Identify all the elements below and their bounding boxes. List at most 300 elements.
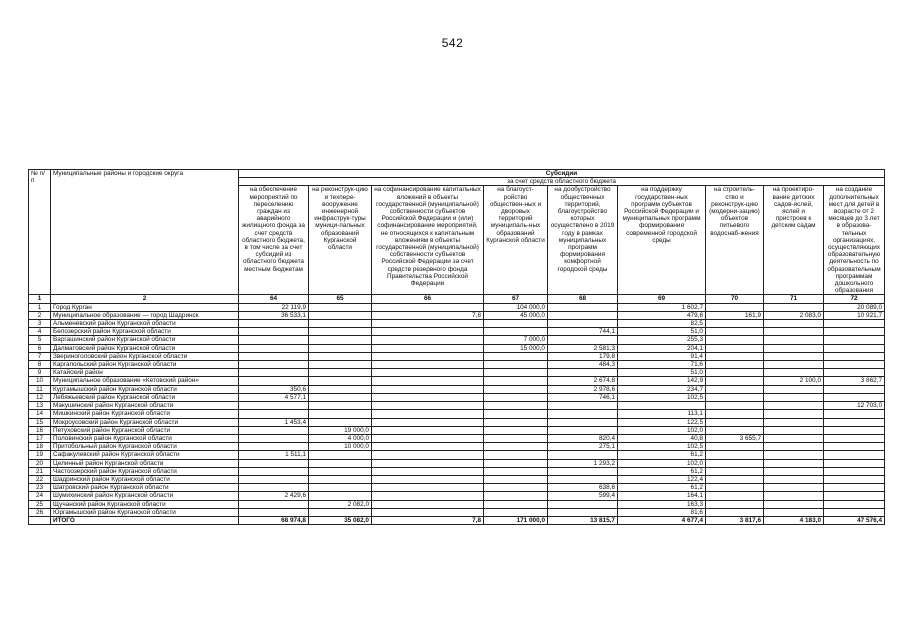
subsidy-value <box>372 426 484 434</box>
table-row <box>29 410 885 418</box>
table-row <box>29 369 885 377</box>
subsidy-value <box>484 402 548 410</box>
subsidy-value <box>706 508 764 516</box>
subsidy-value: 2 674,8 <box>548 377 618 385</box>
subsidy-value <box>239 336 309 344</box>
subsidy-value: 234,7 <box>618 385 706 393</box>
subsidy-value <box>239 328 309 336</box>
subsidy-value <box>372 369 484 377</box>
table-row <box>29 402 885 410</box>
subsidy-value: 122,4 <box>618 475 706 483</box>
column-number: 2 <box>51 295 239 303</box>
subsidy-value <box>309 385 372 393</box>
subsidy-value: 20 089,0 <box>824 303 885 311</box>
subsidy-value <box>372 336 484 344</box>
row-number: 15 <box>29 418 51 426</box>
subsidy-value <box>764 402 824 410</box>
subsidy-value <box>484 508 548 516</box>
total-value: 3 817,6 <box>706 516 764 524</box>
column-number: 68 <box>548 295 618 303</box>
column-number: 66 <box>372 295 484 303</box>
subsidy-value <box>824 418 885 426</box>
subsidy-value <box>372 443 484 451</box>
municipality-name: Макушинский район Курганской области <box>51 402 239 410</box>
subsidy-value <box>239 500 309 508</box>
table-row <box>29 393 885 401</box>
subsidy-value <box>484 443 548 451</box>
subsidy-value <box>484 385 548 393</box>
table-row <box>29 418 885 426</box>
municipality-name: Частоозерский район Курганской области <box>51 467 239 475</box>
row-number <box>29 516 51 524</box>
table-row <box>29 377 885 385</box>
row-number: 5 <box>29 336 51 344</box>
row-number: 22 <box>29 475 51 483</box>
column-header: на строитель-ство и реконструк-цию (модерни-зацию) объектов питьевого водоснаб-жения <box>706 186 764 295</box>
subsidy-value <box>239 443 309 451</box>
municipality-name: Притобольный район Курганской области <box>51 443 239 451</box>
subsidy-value: 820,4 <box>548 434 618 442</box>
subsidy-value <box>706 385 764 393</box>
municipality-name: Муниципальное образование — город Шадринск <box>51 311 239 319</box>
budget-header: за счет средств областного бюджета <box>239 178 885 186</box>
subsidy-value <box>824 410 885 418</box>
subsidy-value <box>764 369 824 377</box>
subsidy-value <box>484 434 548 442</box>
subsidy-value <box>372 328 484 336</box>
row-number: 1 <box>29 303 51 311</box>
subsidy-value <box>372 467 484 475</box>
column-header: на дообустройство общественных территорий, благоустройство которых осуществлено в 2019 году в рамках муниципальных программ формирования комфортной городской среды <box>548 186 618 295</box>
subsidy-value <box>706 410 764 418</box>
subsidy-value <box>548 475 618 483</box>
subsidy-value <box>706 303 764 311</box>
municipality-name: Мокроусовский район Курганской области <box>51 418 239 426</box>
column-number: 69 <box>618 295 706 303</box>
municipality-name: Куртамышский район Курганской области <box>51 385 239 393</box>
subsidy-value <box>706 451 764 459</box>
row-number: 3 <box>29 320 51 328</box>
subsidy-value <box>548 418 618 426</box>
subsidy-value <box>764 385 824 393</box>
municipality-name: Катайский район <box>51 369 239 377</box>
subsidy-value <box>824 500 885 508</box>
municipality-name: Юргамышский район Курганской области <box>51 508 239 516</box>
subsidy-value: 36 533,1 <box>239 311 309 319</box>
subsidy-value <box>824 451 885 459</box>
subsidy-value: 102,5 <box>618 393 706 401</box>
subsidy-value: 161,9 <box>706 311 764 319</box>
subsidy-value <box>484 500 548 508</box>
table-row <box>29 336 885 344</box>
subsidy-value <box>309 393 372 401</box>
municipality-name: Лебяжьевский район Курганской области <box>51 393 239 401</box>
column-header: на обеспечение мероприятий по переселению граждан из аварийного жилищного фонда за счет средств областного бюджета, в том числе за счет субсидий из областного бюджета местным бюджетам <box>239 186 309 295</box>
subsidy-value <box>309 410 372 418</box>
subsidy-value <box>372 344 484 352</box>
subsidy-value <box>764 320 824 328</box>
table-row <box>29 451 885 459</box>
row-number: 23 <box>29 484 51 492</box>
subsidy-value <box>309 508 372 516</box>
subsidy-value <box>764 443 824 451</box>
column-number: 1 <box>29 295 51 303</box>
subsidy-value: 10 921,7 <box>824 311 885 319</box>
subsidy-value: 1 511,1 <box>239 451 309 459</box>
municipality-name: Далматовский район Курганской области <box>51 344 239 352</box>
subsidy-value <box>484 492 548 500</box>
municipality-name: Половинский район Курганской области <box>51 434 239 442</box>
table-body <box>29 303 885 524</box>
subsidy-value <box>484 475 548 483</box>
column-number: 72 <box>824 295 885 303</box>
total-value: 4 183,0 <box>764 516 824 524</box>
subsidy-value: 2 082,0 <box>309 500 372 508</box>
subsidy-value <box>484 377 548 385</box>
row-number: 21 <box>29 467 51 475</box>
subsidy-value: 275,1 <box>548 443 618 451</box>
subsidy-value: 19 000,0 <box>309 426 372 434</box>
subsidy-value <box>484 393 548 401</box>
subsidy-value <box>239 361 309 369</box>
subsidy-value <box>239 484 309 492</box>
subsidy-value <box>764 508 824 516</box>
subsidy-value: 179,8 <box>548 352 618 360</box>
subsidy-value: 61,2 <box>618 484 706 492</box>
page-number: 542 <box>441 36 464 50</box>
subsidy-value: 1 453,4 <box>239 418 309 426</box>
table-row <box>29 443 885 451</box>
subsidy-value <box>484 418 548 426</box>
subsidy-value: 71,6 <box>618 361 706 369</box>
subsidy-value <box>764 492 824 500</box>
subsidy-value <box>372 508 484 516</box>
total-value: 7,8 <box>372 516 484 524</box>
subsidy-value: 2 100,0 <box>764 377 824 385</box>
subsidy-value <box>764 344 824 352</box>
subsidy-value <box>548 320 618 328</box>
table-row <box>29 320 885 328</box>
row-number: 10 <box>29 377 51 385</box>
column-numbers-row <box>29 295 885 303</box>
subsidy-value <box>764 361 824 369</box>
row-number: 6 <box>29 344 51 352</box>
subsidy-value <box>372 320 484 328</box>
row-number: 4 <box>29 328 51 336</box>
subsidy-value <box>764 475 824 483</box>
subsidies-table <box>28 169 885 525</box>
subsidy-value <box>824 328 885 336</box>
subsidy-value: 3 655,7 <box>706 434 764 442</box>
total-value: 4 677,4 <box>618 516 706 524</box>
subsidy-value <box>309 369 372 377</box>
subsidy-value <box>372 418 484 426</box>
subsidy-value: 102,5 <box>618 443 706 451</box>
subsidy-value <box>239 320 309 328</box>
subsidy-value: 22 119,9 <box>239 303 309 311</box>
subsidy-value <box>239 426 309 434</box>
subsidy-value: 51,0 <box>618 369 706 377</box>
table-row <box>29 475 885 483</box>
subsidy-value <box>239 377 309 385</box>
subsidy-value <box>309 418 372 426</box>
municipality-name: Город Курган <box>51 303 239 311</box>
subsidy-value <box>548 311 618 319</box>
subsidy-value <box>372 352 484 360</box>
subsidy-value <box>548 303 618 311</box>
subsidy-value <box>372 385 484 393</box>
row-number: 25 <box>29 500 51 508</box>
municipality-name: Каргапольский район Курганской области <box>51 361 239 369</box>
subsidy-value: 163,3 <box>618 500 706 508</box>
subsidy-value <box>824 492 885 500</box>
subsidy-value: 45 000,0 <box>484 311 548 319</box>
subsidy-value <box>309 451 372 459</box>
subsidy-value: 164,1 <box>618 492 706 500</box>
row-number: 9 <box>29 369 51 377</box>
table-row <box>29 344 885 352</box>
row-number: 20 <box>29 459 51 467</box>
subsidy-value <box>824 336 885 344</box>
subsidy-value <box>824 459 885 467</box>
table-row <box>29 328 885 336</box>
table-row <box>29 352 885 360</box>
subsidy-value <box>309 352 372 360</box>
subsidy-value: 4 577,1 <box>239 393 309 401</box>
subsidy-value <box>706 336 764 344</box>
table-row <box>29 492 885 500</box>
subsidy-value: 746,1 <box>548 393 618 401</box>
subsidy-value <box>239 344 309 352</box>
municipality-name: Альменевский район Курганской области <box>51 320 239 328</box>
row-number: 2 <box>29 311 51 319</box>
subsidy-value: 40,8 <box>618 434 706 442</box>
subsidy-value <box>309 484 372 492</box>
row-number: 8 <box>29 361 51 369</box>
subsidy-value <box>548 410 618 418</box>
subsidy-value <box>706 467 764 475</box>
subsidy-value <box>764 484 824 492</box>
column-header: на поддержку государствен-ных программ субъектов Российской Федерации и муниципальных программ формирования современной городской среды <box>618 186 706 295</box>
subsidy-value <box>372 451 484 459</box>
subsidy-value <box>484 328 548 336</box>
row-number: 18 <box>29 443 51 451</box>
table-row <box>29 508 885 516</box>
municipality-name: Сафакулевский район Курганской области <box>51 451 239 459</box>
subsidy-value <box>764 418 824 426</box>
total-row <box>29 516 885 524</box>
column-header: на проектиро-вание детских садов-яслей, яслей и пристроев к детским садам <box>764 186 824 295</box>
table-row <box>29 467 885 475</box>
row-number: 11 <box>29 385 51 393</box>
subsidy-value: 3 862,7 <box>824 377 885 385</box>
municipality-name: Варгашинский район Курганской области <box>51 336 239 344</box>
subsidy-value <box>706 426 764 434</box>
total-value: 171 000,0 <box>484 516 548 524</box>
subsidy-value <box>309 377 372 385</box>
subsidy-value <box>764 352 824 360</box>
name-header: Муниципальные районы и городские округа <box>51 170 239 295</box>
total-value: 68 974,8 <box>239 516 309 524</box>
row-number: 17 <box>29 434 51 442</box>
subsidy-value <box>824 320 885 328</box>
subsidy-value <box>309 467 372 475</box>
subsidy-value: 7 000,0 <box>484 336 548 344</box>
subsidy-value <box>548 500 618 508</box>
municipality-name: Мишкинский район Курганской области <box>51 410 239 418</box>
subsidy-value <box>824 385 885 393</box>
subsidy-value <box>484 426 548 434</box>
subsidy-value <box>239 402 309 410</box>
subsidy-value <box>309 320 372 328</box>
subsidy-value <box>372 434 484 442</box>
subsidy-value <box>484 467 548 475</box>
table-row <box>29 500 885 508</box>
subsidy-value <box>484 459 548 467</box>
subsidy-value <box>706 361 764 369</box>
subsidy-value <box>706 500 764 508</box>
subsidy-value <box>706 459 764 467</box>
total-value: 35 082,0 <box>309 516 372 524</box>
column-number: 64 <box>239 295 309 303</box>
subsidy-value <box>764 393 824 401</box>
subsidy-value: 1 602,7 <box>618 303 706 311</box>
subsidy-value <box>309 475 372 483</box>
subsidy-value: 142,9 <box>618 377 706 385</box>
subsidy-value <box>484 484 548 492</box>
num-header: № п/п <box>29 170 51 295</box>
column-header: на благоуст-ройство обществен-ных и дворовых территорий муниципаль-ных образований Курганской области <box>484 186 548 295</box>
subsidy-value <box>824 344 885 352</box>
subsidy-value <box>548 451 618 459</box>
subsidy-value <box>372 484 484 492</box>
subsidy-value <box>824 426 885 434</box>
subsidy-value <box>764 426 824 434</box>
subsidy-value: 638,6 <box>548 484 618 492</box>
subsidy-value: 2 978,6 <box>548 385 618 393</box>
total-value: 47 576,4 <box>824 516 885 524</box>
subsidy-value <box>484 361 548 369</box>
subsidy-value: 7,8 <box>372 311 484 319</box>
subsidy-value: 599,4 <box>548 492 618 500</box>
subsidy-value <box>372 303 484 311</box>
subsidy-value <box>372 361 484 369</box>
subsidy-value <box>548 336 618 344</box>
subsidy-value <box>824 443 885 451</box>
subsidy-value <box>706 418 764 426</box>
column-number: 71 <box>764 295 824 303</box>
subsidy-value <box>824 393 885 401</box>
subsidy-value <box>372 377 484 385</box>
subsidy-value <box>548 467 618 475</box>
subsidy-value <box>824 508 885 516</box>
subsidy-value <box>824 369 885 377</box>
subsidy-value <box>484 352 548 360</box>
table-row <box>29 311 885 319</box>
subsidy-value <box>239 467 309 475</box>
subsidy-value: 4 000,0 <box>309 434 372 442</box>
subsidy-value <box>239 475 309 483</box>
subsidy-value: 102,0 <box>618 459 706 467</box>
subsidy-value: 81,6 <box>618 508 706 516</box>
subsidy-value: 484,3 <box>548 361 618 369</box>
subsidy-value <box>239 434 309 442</box>
subsidy-value <box>239 369 309 377</box>
subsidy-value: 15 000,0 <box>484 344 548 352</box>
subsidy-value <box>764 434 824 442</box>
row-number: 13 <box>29 402 51 410</box>
subsidy-value <box>309 328 372 336</box>
subsidy-value <box>824 475 885 483</box>
row-number: 14 <box>29 410 51 418</box>
subsidy-value <box>309 344 372 352</box>
subsidy-value <box>764 467 824 475</box>
subsidy-value <box>764 336 824 344</box>
subsidy-value <box>618 402 706 410</box>
municipality-name: Муниципальное образование «Кетовский район» <box>51 377 239 385</box>
column-number: 67 <box>484 295 548 303</box>
row-number: 24 <box>29 492 51 500</box>
subsidy-value <box>706 328 764 336</box>
subsidy-value <box>764 410 824 418</box>
subsidy-value <box>548 402 618 410</box>
subsidy-value <box>764 451 824 459</box>
subsidy-value <box>764 459 824 467</box>
subsidy-value: 51,0 <box>618 328 706 336</box>
municipality-name: Шадринский район Курганской области <box>51 475 239 483</box>
column-number: 70 <box>706 295 764 303</box>
subsidy-value <box>824 361 885 369</box>
subsidy-value <box>706 377 764 385</box>
table-row <box>29 426 885 434</box>
subsidy-value: 479,6 <box>618 311 706 319</box>
subsidy-value: 122,5 <box>618 418 706 426</box>
municipality-name: Целинный район Курганской области <box>51 459 239 467</box>
row-number: 12 <box>29 393 51 401</box>
subsidy-value <box>706 475 764 483</box>
total-value: 13 815,7 <box>548 516 618 524</box>
table-row <box>29 385 885 393</box>
subsidy-value <box>372 393 484 401</box>
subsidy-value <box>309 311 372 319</box>
municipality-name: Петуховский район Курганской области <box>51 426 239 434</box>
subsidy-value: 12 703,0 <box>824 402 885 410</box>
municipality-name: Щучанский район Курганской области <box>51 500 239 508</box>
subsidy-value <box>484 320 548 328</box>
subsidy-value <box>548 508 618 516</box>
subsidy-value <box>548 369 618 377</box>
subsidy-value <box>484 410 548 418</box>
subsidy-value <box>824 352 885 360</box>
subsidy-value: 113,1 <box>618 410 706 418</box>
subsidy-value <box>309 361 372 369</box>
subsidy-value: 82,5 <box>618 320 706 328</box>
column-header: на софинансирование капитальных вложений в объекты государственной (муниципальной) собственности субъектов Российской Федерации и (или) софинансирование мероприятий, не относящихся к капитальным вложениям в объекты государственной (муниципальной) собственности субъектов Российской Федерации за счет средств резервного фонда Правительства Российской Федерации <box>372 186 484 295</box>
table-row <box>29 459 885 467</box>
total-label: ИТОГО <box>51 516 239 524</box>
subsidy-value <box>309 402 372 410</box>
subsidy-value <box>824 467 885 475</box>
row-number: 19 <box>29 451 51 459</box>
subsidy-value <box>309 492 372 500</box>
subsidy-value: 255,3 <box>618 336 706 344</box>
subsidy-value <box>239 410 309 418</box>
column-number: 65 <box>309 295 372 303</box>
subsidy-value <box>706 344 764 352</box>
subsidy-value: 10 000,0 <box>309 443 372 451</box>
subsidy-value <box>706 402 764 410</box>
subsidy-value: 350,6 <box>239 385 309 393</box>
